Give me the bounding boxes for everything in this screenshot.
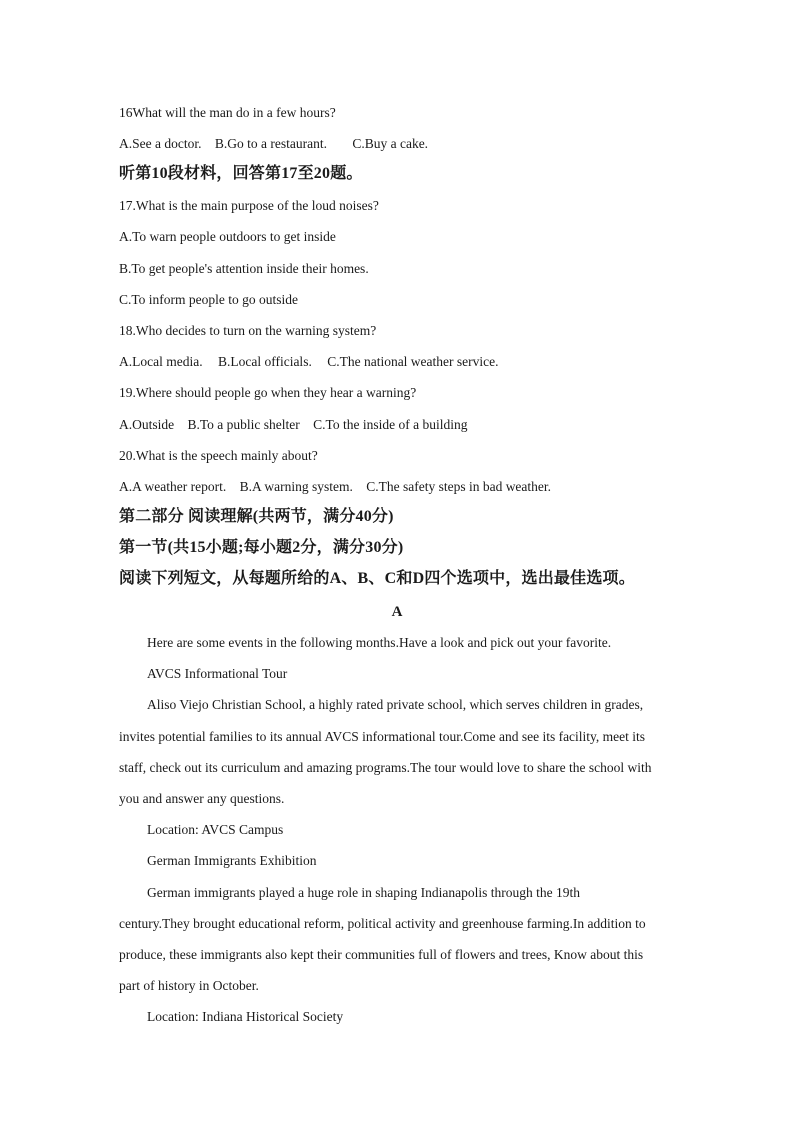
- event-1-line-4: you and answer any questions.: [119, 791, 285, 806]
- option-a: A.Local media.: [119, 354, 203, 369]
- question-19: 19.Where should people go when they hear a warning?: [119, 385, 417, 400]
- question-16: 16What will the man do in a few hours?: [119, 105, 336, 120]
- question-20-options: [119, 478, 551, 496]
- event-1-line-2: invites potential families to its annual AVCS informational tour.Come and see its facility, meet its: [119, 729, 646, 744]
- section-1-heading: 第一节(共15小题;每小题2分，满分30分): [119, 539, 404, 556]
- event-2-location: Location: Indiana Historical Society: [147, 1009, 344, 1024]
- option-c: C.The national weather service.: [327, 354, 499, 369]
- reading-instruction: 阅读下列短文，从每题所给的A、B、C和D四个选项中，选出最佳选项。: [119, 570, 635, 587]
- question-18: 18.Who decides to turn on the warning system?: [119, 323, 377, 338]
- question-19-options: [119, 416, 467, 434]
- question-17-option-c: C.To inform people to go outside: [119, 292, 299, 307]
- question-17-option-b: B.To get people's attention inside their homes.: [119, 261, 369, 276]
- option-b: B.A warning system.: [239, 479, 353, 494]
- question-17: 17.What is the main purpose of the loud noises?: [119, 198, 379, 213]
- question-16-options: [119, 135, 428, 153]
- option-a: A.A weather report.: [119, 479, 227, 494]
- event-1-location: Location: AVCS Campus: [147, 822, 284, 837]
- event-1-title: AVCS Informational Tour: [147, 666, 288, 681]
- question-17-option-a: A.To warn people outdoors to get inside: [119, 229, 336, 244]
- option-a: A.See a doctor.: [119, 136, 202, 151]
- option-b: B.Go to a restaurant.: [214, 136, 327, 151]
- event-2-line-1: German immigrants played a huge role in shaping Indianapolis through the 19th: [147, 885, 581, 900]
- passage-intro: Here are some events in the following months.Have a look and pick out your favorite.: [147, 635, 612, 650]
- event-1-line-1: Aliso Viejo Christian School, a highly rated private school, which serves children in grades,: [147, 697, 644, 712]
- question-20: 20.What is the speech mainly about?: [119, 448, 318, 463]
- event-1-line-3: staff, check out its curriculum and amazing programs.The tour would love to share the school with: [119, 760, 652, 775]
- event-2-line-4: part of history in October.: [119, 978, 259, 993]
- passage-label: A: [391, 604, 403, 620]
- option-b: B.To a public shelter: [187, 417, 300, 432]
- option-a: A.Outside: [119, 417, 175, 432]
- option-c: C.To the inside of a building: [313, 417, 468, 432]
- event-2-line-3: produce, these immigrants also kept their communities full of flowers and trees, Know about this: [119, 947, 644, 962]
- event-2-title: German Immigrants Exhibition: [147, 853, 317, 868]
- part-2-heading: 第二部分 阅读理解(共两节，满分40分): [119, 508, 394, 525]
- option-b: B.Local officials.: [217, 354, 312, 369]
- event-2-line-2: century.They brought educational reform, political activity and greenhouse farming.In addition to: [119, 916, 646, 931]
- option-c: C.The safety steps in bad weather.: [366, 479, 552, 494]
- option-c: C.Buy a cake.: [352, 136, 429, 151]
- question-18-options: [119, 353, 499, 371]
- section-10-heading: 听第10段材料，回答第17至20题。: [119, 165, 363, 182]
